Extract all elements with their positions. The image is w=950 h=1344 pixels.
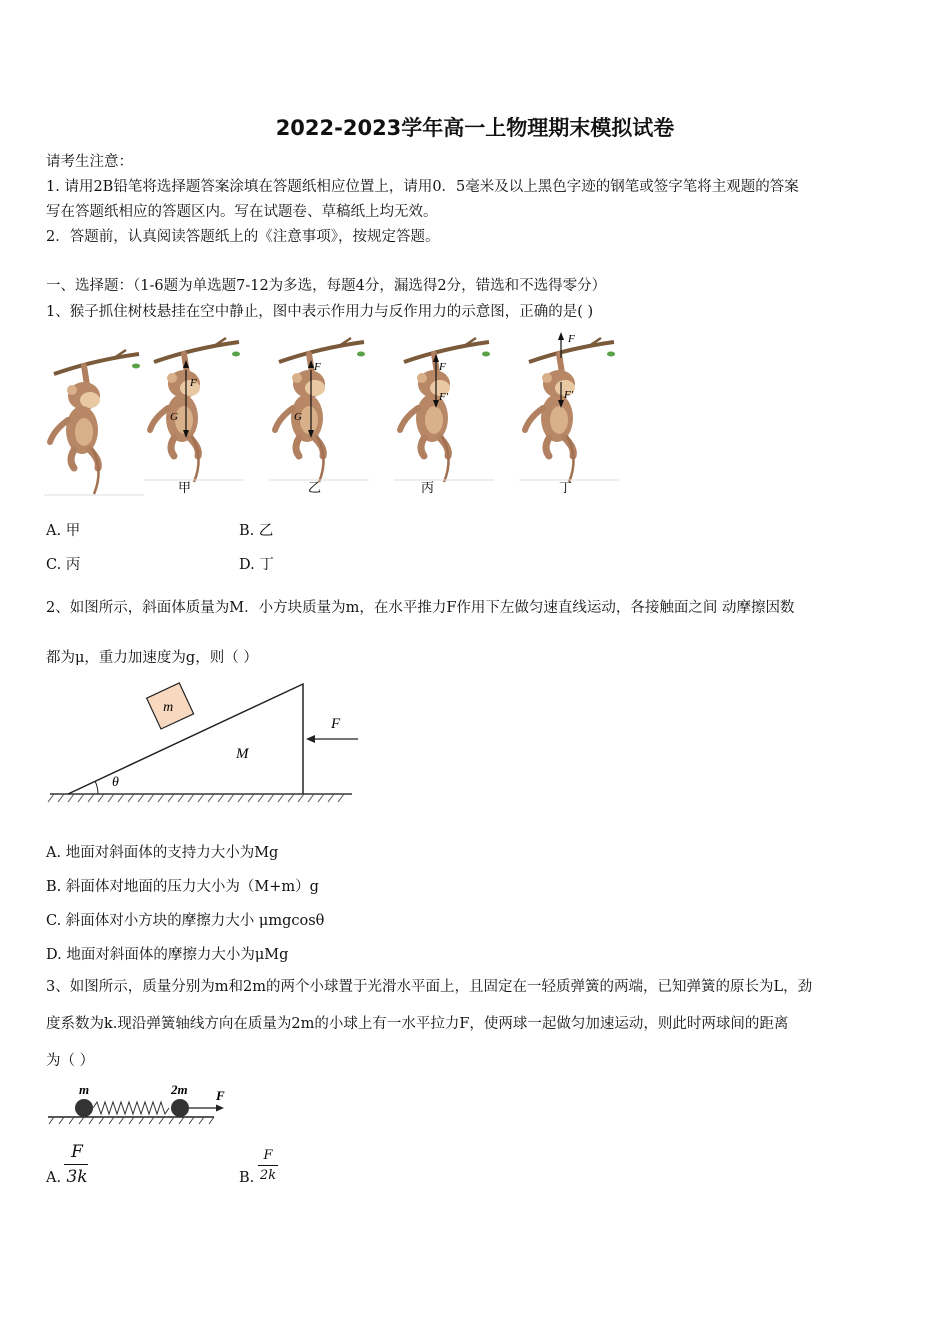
q3-option-a[interactable] <box>46 1142 106 1190</box>
q3-option-b[interactable] <box>239 1148 299 1190</box>
q2-option-c[interactable]: C. 斜面体对小方块的摩擦力大小 μmgcosθ <box>46 913 325 929</box>
fig-ball-m: m <box>79 1082 90 1097</box>
q1-stem: 1、猴子抓住树枝悬挂在空中静止，图中表示作用力与反作用力的示意图，正确的是( ) <box>46 304 594 320</box>
page-title: 2022-2023学年高一上物理期末模拟试卷 <box>275 116 675 140</box>
q2-option-a[interactable]: A. 地面对斜面体的支持力大小为Mg <box>46 845 279 861</box>
q3-option-b-label: B. <box>239 1170 255 1186</box>
notice-heading: 请考生注意： <box>46 154 133 170</box>
q2-stem-2: 都为μ，重力加速度为g，则（ ） <box>46 650 258 666</box>
fig-label-G-jia: G <box>170 411 178 423</box>
q3-stem-3: 为（ ） <box>46 1053 95 1069</box>
fig-label-Fp-ding: F′ <box>564 389 574 401</box>
fig-label-G-yi: G <box>294 411 302 423</box>
q2-incline-figure <box>46 680 358 810</box>
q2-stem-1: 2、如图所示，斜面体质量为M．小方块质量为m，在水平推力F作用下左做匀速直线运动，各接触面之间 动摩擦因数 <box>46 600 795 616</box>
fig-force-F: F <box>216 1088 225 1103</box>
fig-M: M <box>236 746 249 762</box>
fig-label-F-ding: F <box>568 333 575 345</box>
q1-monkey-figure <box>44 330 624 500</box>
fig-F: F <box>331 716 341 732</box>
fig-ball-2m: 2m <box>171 1082 188 1097</box>
q2-option-b[interactable]: B. 斜面体对地面的压力大小为（M+m）g <box>46 879 319 895</box>
fig-caption-ding: 丁 <box>559 480 573 495</box>
q2-option-d[interactable]: D. 地面对斜面体的摩擦力大小为μMg <box>46 947 289 963</box>
q1-option-d[interactable]: D. 丁 <box>239 557 274 573</box>
q3-stem-1: 3、如图所示，质量分别为m和2m的两个小球置于光滑水平面上，且固定在一轻质弹簧的两端，已知弹簧的原长为L，劲 <box>46 979 813 995</box>
fig-caption-jia: 甲 <box>178 480 192 495</box>
q1-option-b[interactable]: B. 乙 <box>239 523 274 539</box>
fig-theta: θ <box>112 775 119 790</box>
fig-label-F-bing: F <box>439 361 446 373</box>
q1-option-c[interactable]: C. 丙 <box>46 557 81 573</box>
q3-option-a-denominator: 3k <box>66 1167 88 1187</box>
q1-option-a[interactable]: A. 甲 <box>46 523 81 539</box>
q3-option-b-numerator: F <box>263 1148 273 1163</box>
fig-caption-yi: 乙 <box>308 480 322 495</box>
notice-line-2: 写在答题纸相应的答题区内。写在试题卷、草稿纸上均无效。 <box>46 204 438 220</box>
fig-label-F-yi: F <box>314 361 321 373</box>
notice-line-1: 1. 请用2B铅笔将选择题答案涂填在答题纸相应位置上，请用0．5毫米及以上黑色字迹的钢笔或签字笔将主观题的答案 <box>46 179 799 195</box>
fig-m: m <box>163 699 174 715</box>
notice-line-3: 2．答题前，认真阅读答题纸上的《注意事项》，按规定答题。 <box>46 229 440 245</box>
q3-option-a-label: A. <box>46 1170 62 1186</box>
q3-stem-2: 度系数为k.现沿弹簧轴线方向在质量为2m的小球上有一水平拉力F，使两球一起做匀加速运动，则此时两球间的距离 <box>46 1016 789 1032</box>
q3-spring-figure <box>46 1080 236 1126</box>
fig-caption-bing: 丙 <box>421 480 435 495</box>
fig-label-Fp-bing: F′ <box>439 391 449 403</box>
section-heading: 一、选择题：（1-6题为单选题7-12为多选，每题4分，漏选得2分，错选和不选得零分） <box>46 278 607 294</box>
q3-option-a-numerator: F <box>71 1142 83 1162</box>
q3-option-b-denominator: 2k <box>259 1168 277 1183</box>
fig-label-F-jia: F <box>190 377 197 389</box>
